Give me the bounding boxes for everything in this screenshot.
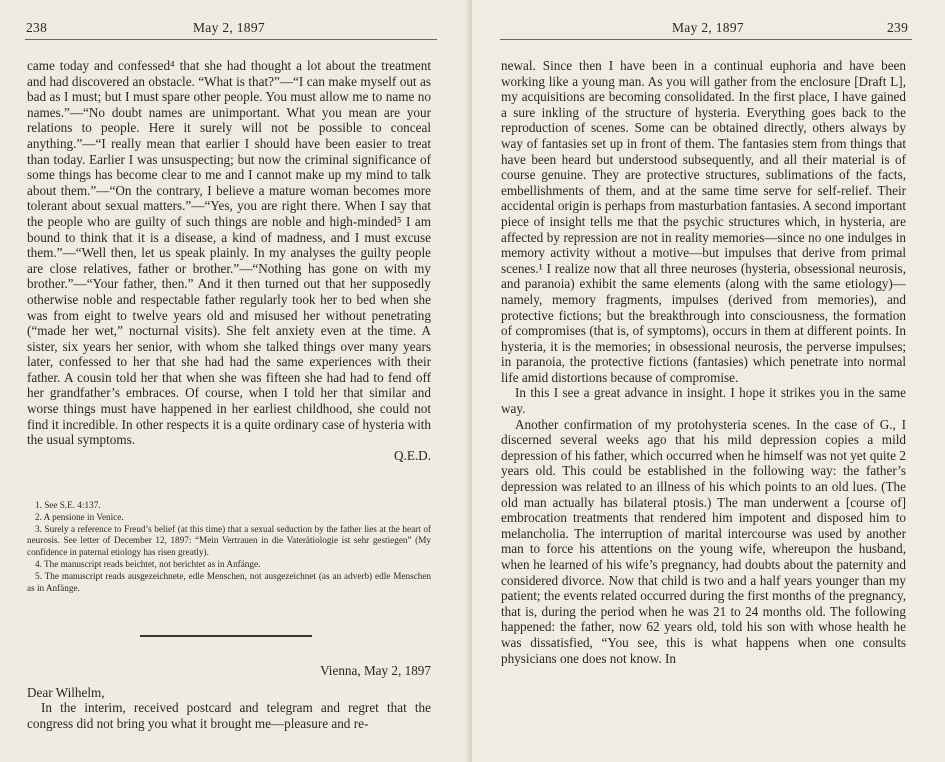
footnotes [27,500,431,594]
left-page [0,0,470,762]
header-rule [25,39,437,40]
paragraph: Another confirmation of my protohysteria scenes. In the case of G., I discerned several weeks ago that his mild depression copies a mild depression of his father, which occurred when he himself was not yet quite 2 years old. This could be established in the following way: the father’s depression was related to an illness of his which points to an old lues. (The old man actually has bilateral ptosis.) The man underwent a [course of] embrocation treatments that rendered him impotent and disposed him to melancholia. The interruption of marital intercourse was used by another man to force his attentions on the young wife, whereupon the husband, when he learned of his wife’s pregnancy, had doubts about the paternity and considered divorce. Now that child is two and a half years younger than my patient; the events related occurred during the first months of the pregnancy, that is, during the period when he was 21 to 24 months old. The following happened: the father, now 62 years old, told his son with whose health he was dissatisfied, “You see, this is what happens when one consults physicians one does not know. In [501,416,906,666]
letter-separator [140,635,312,637]
footnote: 1. See S.E. 4:137. [35,500,101,510]
page-number: 238 [26,20,48,35]
letter-salutation: Dear Wilhelm, [27,684,105,700]
footnote: 5. The manuscript reads ausgezeichnete, edle Menschen, not ausgezeichnet (as an adverb) edle Menschen as in Anfänge. [27,570,431,593]
paragraph: In this I see a great advance in insight. I hope it strikes you in the same way. [501,385,906,417]
letter [27,663,431,731]
paragraph: came today and confessed⁴ that she had thought a lot about the treatment and had discovered an obstacle. “What is that?”—“I can make myself out as bad as I must; but I must spare other people. You must allow me to name no names.”—“No doubt names are unimportant. What you mean are your relations to people. Here it surely will not be possible to conceal anything.”—“I really mean that earlier I should have been easier to treat than today. Earlier I was unsuspecting; but now the criminal significance of some things has become clear to me and I cannot make up my mind to talk about them.”—“On the contrary, I believe a mature woman becomes more tolerant about sexual matters.”—“Yes, you are right there. When I say that the people who are guilty of such things are noble and high-minded⁵ I am bound to think that it is a disease, a kind of madness, and I must excuse them.”—“Well then, let us speak plainly. In my analyses the guilty people are close relatives, father or brother.”—“Nothing has gone on with my brother.”—“Your father, then.” And it then turned out that her supposedly otherwise noble and respectable father regularly took her to bed when she was from eight to twelve years old and misused her without penetrating (“made her wet,” nocturnal visits). She felt anxiety even at the time. A sister, six years her senior, with whom she talked things over many years later, confessed to her that she had had the same experiences with their father. A cousin told her that when she was fifteen she had had to fend off her grandfather’s embraces. Of course, when I told her that similar and worse things must have happened in her earliest childhood, she could not find it incredible. In other respects it is a quite ordinary case of hysteria with the usual symptoms. [27,58,431,448]
letter-opening: In the interim, received postcard and telegram and regret that the congress did not bring you what it brought me—pleasure and re- [27,700,431,731]
page-number: 239 [887,20,909,35]
footnote: 4. The manuscript reads beichtet, not berichtet as in Anfänge. [35,558,261,569]
body-text [27,58,431,463]
paragraph: newal. Since then I have been in a continual euphoria and have been working like a young man. As you will gather from the enclosure [Draft L], my acquisitions are becoming consolidated. In the first place, I have gained a sure inkling of the structure of hysteria. Everything goes back to the reproduction of scenes. Some can be obtained directly, others always by way of fantasies set up in front of them. The fantasies stem from things that have been heard but understood subsequently, and all their material is of course genuine. They are protective structures, sublimations of the facts, embellishments of them, and at the same time serve for self-relief. Their accidental origin is perhaps from masturbation fantasies. A second important piece of insight tells me that the psychic structures which, in hysteria, are affected by repression are not in reality memories—since no one indulges in memory activity without a motive—but impulses that derive from primal scenes.¹ I realize now that all three neuroses (hysteria, obsessional neurosis, and paranoia) exhibit the same elements (along with the same etiology)—namely, memory fragments, impulses (derived from memories), and protective fictions; but the breakthrough into consciousness, the formation of compromises (that is, of symptoms), occurs in them at different points. In hysteria, it is the memories; in obsessional neurosis, the perverse impulses; in paranoia, the protective fictions (fantasies) which penetrate into normal life amid distortions because of compromise. [501,58,906,385]
running-head: May 2, 1897 [672,20,744,35]
footnote: 3. Surely a reference to Freud’s belief (at this time) that a sexual seduction by the father lies at the heart of neurosis. See letter of December 12, 1897: “Mein Vertrauen in die Vaterätiologie ist sehr gestiegen” (My confidence in paternal etiology has risen greatly). [27,523,431,558]
body-text [501,58,906,666]
header-rule [500,39,912,40]
closing-qed: Q.E.D. [394,447,431,463]
right-page [472,0,945,762]
letter-dateline: Vienna, May 2, 1897 [320,663,431,678]
running-head: May 2, 1897 [193,20,265,35]
footnote: 2. A pensione in Venice. [35,511,124,522]
